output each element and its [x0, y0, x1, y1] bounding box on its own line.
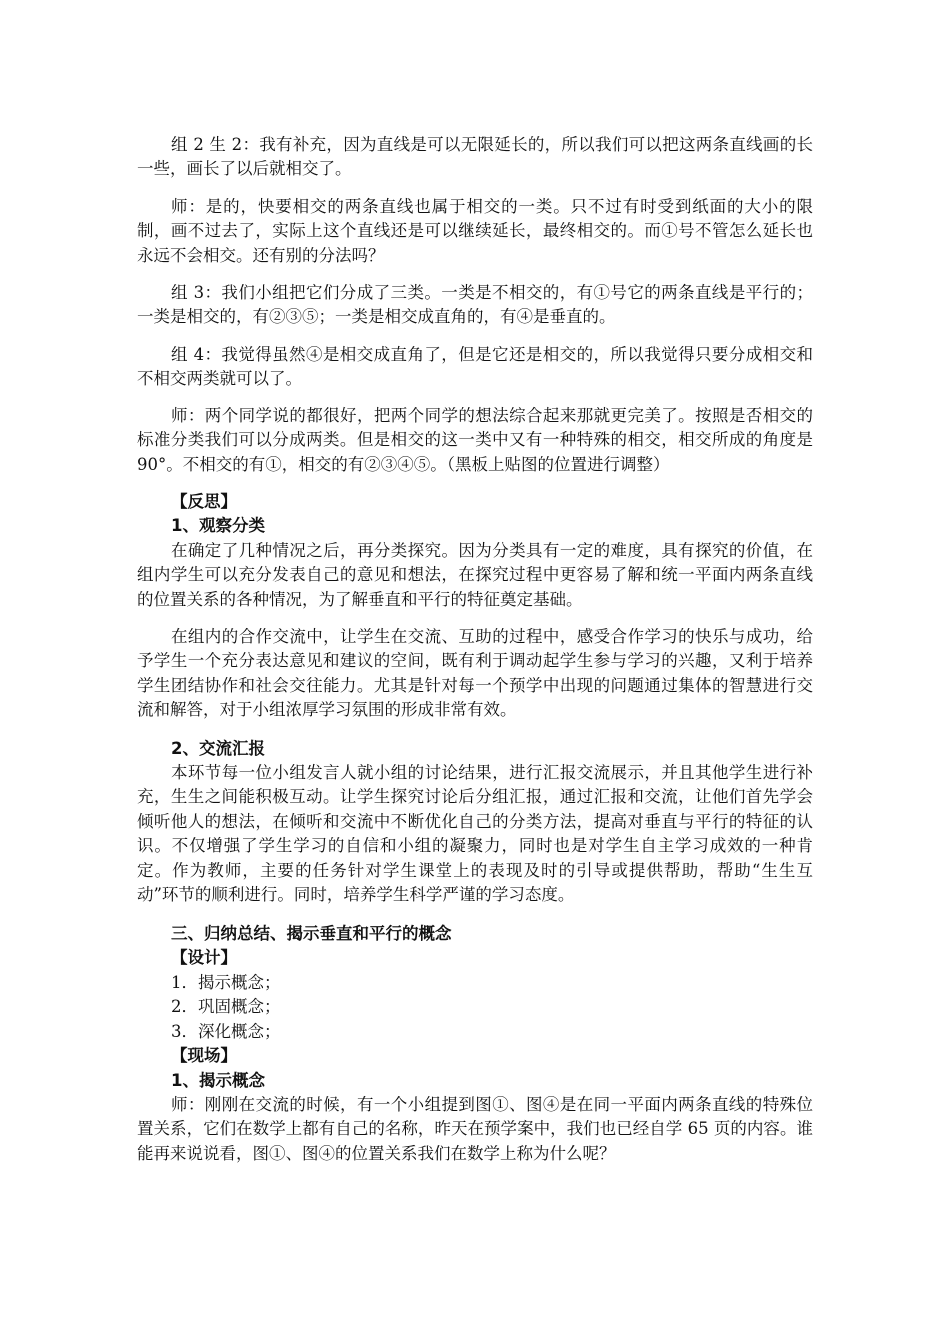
paragraph-teacher-reply-2: 师：两个同学说的都很好，把两个同学的想法综合起来那就更完美了。按照是否相交的标准分类我们可以分成两类。但是相交的这一类中又有一种特殊的相交，相交所成的角度是 90°。不相交的有①，相交的有②③④⑤。（黑板上贴图的位置进行调整）: [137, 406, 813, 474]
paragraph-reflection-1: 在确定了几种情况之后，再分类探究。因为分类具有一定的难度，具有探究的价值，在组内学生可以充分发表自己的意见和想法，在探究过程中更容易了解和统一平面内两条直线的位置关系的各种情况，为了解垂直和平行的特征奠定基础。: [137, 541, 813, 609]
list-item-consolidate-concept: 2．巩固概念；: [171, 997, 281, 1016]
heading-design: 【设计】: [171, 948, 237, 967]
paragraph-group2-student2: 组 2 生 2：我有补充，因为直线是可以无限延长的，所以我们可以把这两条直线画的长一些，画长了以后就相交了。: [137, 135, 813, 179]
list-item-deepen-concept: 3．深化概念；: [171, 1022, 281, 1041]
paragraph-reflection-2: 在组内的合作交流中，让学生在交流、互助的过程中，感受合作学习的快乐与成功，给予学生一个充分表达意见和建议的空间，既有利于调动起学生参与学习的兴趣，又利于培养学生团结协作和社会交往能力。尤其是针对每一个预学中出现的问题通过集体的智慧进行交流和解答，对于小组浓厚学习氛围的形成非常有效。: [137, 627, 813, 720]
paragraph-teacher-reveal: 师：刚刚在交流的时候，有一个小组提到图①、图④是在同一平面内两条直线的特殊位置关系，它们在数学上都有自己的名称，昨天在预学案中，我们也已经自学 65 页的内容。谁能再来说说看，图①、图④的位置关系我们在数学上称为什么呢？: [137, 1095, 813, 1163]
paragraph-teacher-reply-1: 师：是的，快要相交的两条直线也属于相交的一类。只不过有时受到纸面的大小的限制，画不过去了，实际上这个直线还是可以继续延长，最终相交的。而①号不管怎么延长也永远不会相交。还有别的分法吗？: [137, 197, 813, 265]
heading-scene: 【现场】: [171, 1046, 237, 1065]
paragraph-exchange-report: 本环节每一位小组发言人就小组的讨论结果，进行汇报交流展示，并且其他学生进行补充，生生之间能积极互动。让学生探究讨论后分组汇报，通过汇报和交流，让他们首先学会倾听他人的想法，在倾听和交流中不断优化自己的分类方法，提高对垂直与平行的特征的认识。不仅增强了学生学习的自信和小组的凝聚力，同时也是对学生自主学习成效的一种肯定。作为教师，主要的任务针对学生课堂上的表现及时的引导或提供帮助，帮助“生生互动”环节的顺利进行。同时，培养学生科学严谨的学习态度。: [137, 763, 813, 905]
paragraph-group3: 组 3：我们小组把它们分成了三类。一类是不相交的，有①号它的两条直线是平行的；一类是相交的，有②③⑤；一类是相交成直角的，有④是垂直的。: [137, 283, 813, 327]
heading-observe-classify: 1、观察分类: [171, 516, 265, 535]
heading-exchange-report: 2、交流汇报: [171, 739, 265, 758]
list-item-reveal-concept: 1．揭示概念；: [171, 973, 281, 992]
heading-reveal-concept: 1、揭示概念: [171, 1071, 265, 1090]
heading-section-three: 三、归纳总结、揭示垂直和平行的概念: [171, 924, 452, 943]
heading-reflection: 【反思】: [171, 492, 237, 511]
paragraph-group4: 组 4：我觉得虽然④是相交成直角了，但是它还是相交的，所以我觉得只要分成相交和不相交两类就可以了。: [137, 345, 813, 389]
